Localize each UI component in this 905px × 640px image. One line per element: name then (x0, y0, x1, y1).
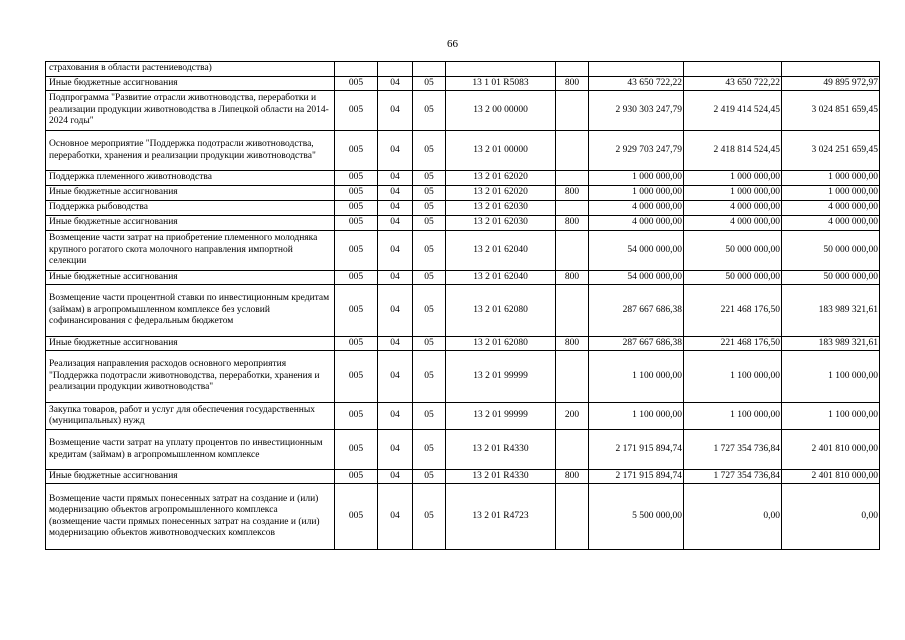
target-article-cell: 13 2 01 62030 (446, 201, 556, 216)
subsection-cell: 05 (413, 484, 446, 550)
amount-year3-cell (782, 62, 880, 77)
expense-type-cell: 800 (556, 77, 589, 91)
subsection-cell: 05 (413, 351, 446, 403)
ved-cell: 005 (335, 430, 378, 470)
amount-year1-cell: 2 929 703 247,79 (589, 131, 684, 171)
amount-year3-cell: 1 100 000,00 (782, 403, 880, 430)
row-name-cell: Иные бюджетные ассигнования (46, 77, 335, 91)
row-name-cell: Иные бюджетные ассигнования (46, 186, 335, 201)
table-row (46, 271, 880, 285)
table-row (46, 430, 880, 470)
expense-type-cell (556, 430, 589, 470)
target-article-cell: 13 2 01 62040 (446, 231, 556, 271)
amount-year2-cell: 1 727 354 736,84 (684, 430, 782, 470)
expense-type-cell: 800 (556, 470, 589, 484)
amount-year1-cell (589, 62, 684, 77)
target-article-cell: 13 2 01 R4330 (446, 430, 556, 470)
row-name-cell: Иные бюджетные ассигнования (46, 216, 335, 231)
section-cell: 04 (378, 403, 413, 430)
target-article-cell: 13 2 01 62080 (446, 337, 556, 351)
ved-cell: 005 (335, 271, 378, 285)
target-article-cell: 13 2 01 62020 (446, 171, 556, 186)
ved-cell: 005 (335, 470, 378, 484)
amount-year3-cell: 2 401 810 000,00 (782, 470, 880, 484)
amount-year2-cell (684, 62, 782, 77)
amount-year2-cell: 221 468 176,50 (684, 285, 782, 337)
subsection-cell: 05 (413, 271, 446, 285)
subsection-cell: 05 (413, 201, 446, 216)
target-article-cell: 13 2 01 00000 (446, 131, 556, 171)
subsection-cell: 05 (413, 285, 446, 337)
row-name-cell: Поддержка племенного животноводства (46, 171, 335, 186)
row-name-cell: Иные бюджетные ассигнования (46, 470, 335, 484)
expense-type-cell (556, 131, 589, 171)
subsection-cell: 05 (413, 91, 446, 131)
row-name-cell: Возмещение части прямых понесенных затрат на создание и (или) модернизацию объектов агропромышленного комплекса (возмещение части прямых понесенных затрат на создание и (или) модернизацию объектов животноводческих комплексов (46, 484, 335, 550)
expense-type-cell (556, 91, 589, 131)
section-cell: 04 (378, 77, 413, 91)
expense-type-cell (556, 62, 589, 77)
target-article-cell: 13 2 01 62040 (446, 271, 556, 285)
table-row (46, 91, 880, 131)
amount-year1-cell: 1 100 000,00 (589, 403, 684, 430)
table-row (46, 351, 880, 403)
amount-year1-cell: 4 000 000,00 (589, 201, 684, 216)
ved-cell (335, 62, 378, 77)
row-name-cell: Закупка товаров, работ и услуг для обеспечения государственных (муниципальных) нужд (46, 403, 335, 430)
amount-year3-cell: 183 989 321,61 (782, 285, 880, 337)
ved-cell: 005 (335, 201, 378, 216)
row-name-cell: Подпрограмма "Развитие отрасли животноводства, переработки и реализации продукции животноводства в Липецкой области на 2014-2024 годы" (46, 91, 335, 131)
amount-year1-cell: 2 171 915 894,74 (589, 430, 684, 470)
target-article-cell: 13 2 01 62030 (446, 216, 556, 231)
table-row (46, 285, 880, 337)
amount-year2-cell: 43 650 722,22 (684, 77, 782, 91)
amount-year2-cell: 1 100 000,00 (684, 403, 782, 430)
row-name-cell: Иные бюджетные ассигнования (46, 271, 335, 285)
amount-year1-cell: 5 500 000,00 (589, 484, 684, 550)
expense-type-cell: 200 (556, 403, 589, 430)
amount-year1-cell: 1 100 000,00 (589, 351, 684, 403)
ved-cell: 005 (335, 285, 378, 337)
table-row (46, 403, 880, 430)
amount-year2-cell: 2 418 814 524,45 (684, 131, 782, 171)
subsection-cell: 05 (413, 231, 446, 271)
table-row (46, 131, 880, 171)
page-number: 66 (447, 38, 458, 50)
amount-year1-cell: 287 667 686,38 (589, 285, 684, 337)
target-article-cell: 13 2 01 99999 (446, 403, 556, 430)
row-name-cell: Возмещение части процентной ставки по инвестиционным кредитам (займам) в агропромышленном комплексе без условий софинансирования с федеральным бюджетом (46, 285, 335, 337)
section-cell (378, 62, 413, 77)
amount-year2-cell: 50 000 000,00 (684, 231, 782, 271)
target-article-cell: 13 2 01 R4330 (446, 470, 556, 484)
amount-year2-cell: 4 000 000,00 (684, 201, 782, 216)
amount-year1-cell: 43 650 722,22 (589, 77, 684, 91)
section-cell: 04 (378, 470, 413, 484)
table-row (46, 470, 880, 484)
amount-year3-cell: 3 024 251 659,45 (782, 131, 880, 171)
ved-cell: 005 (335, 216, 378, 231)
amount-year3-cell: 183 989 321,61 (782, 337, 880, 351)
amount-year3-cell: 4 000 000,00 (782, 201, 880, 216)
row-name-cell: Основное мероприятие "Поддержка подотрасли животноводства, переработки, хранения и реализации продукции животноводства" (46, 131, 335, 171)
table-row (46, 337, 880, 351)
amount-year1-cell: 287 667 686,38 (589, 337, 684, 351)
amount-year1-cell: 4 000 000,00 (589, 216, 684, 231)
amount-year3-cell: 1 000 000,00 (782, 186, 880, 201)
amount-year1-cell: 54 000 000,00 (589, 271, 684, 285)
amount-year2-cell: 4 000 000,00 (684, 216, 782, 231)
target-article-cell: 13 2 00 00000 (446, 91, 556, 131)
target-article-cell: 13 2 01 99999 (446, 351, 556, 403)
ved-cell: 005 (335, 231, 378, 271)
amount-year2-cell: 2 419 414 524,45 (684, 91, 782, 131)
amount-year3-cell: 50 000 000,00 (782, 271, 880, 285)
section-cell: 04 (378, 285, 413, 337)
table-row (46, 216, 880, 231)
amount-year1-cell: 2 171 915 894,74 (589, 470, 684, 484)
ved-cell: 005 (335, 337, 378, 351)
ved-cell: 005 (335, 91, 378, 131)
section-cell: 04 (378, 337, 413, 351)
amount-year3-cell: 1 100 000,00 (782, 351, 880, 403)
amount-year1-cell: 1 000 000,00 (589, 186, 684, 201)
section-cell: 04 (378, 201, 413, 216)
amount-year3-cell: 50 000 000,00 (782, 231, 880, 271)
section-cell: 04 (378, 484, 413, 550)
table-row (46, 231, 880, 271)
amount-year3-cell: 0,00 (782, 484, 880, 550)
amount-year1-cell: 2 930 303 247,79 (589, 91, 684, 131)
expense-type-cell (556, 484, 589, 550)
amount-year3-cell: 1 000 000,00 (782, 171, 880, 186)
amount-year2-cell: 1 000 000,00 (684, 171, 782, 186)
amount-year3-cell: 3 024 851 659,45 (782, 91, 880, 131)
table-row (46, 201, 880, 216)
amount-year2-cell: 0,00 (684, 484, 782, 550)
ved-cell: 005 (335, 403, 378, 430)
amount-year2-cell: 50 000 000,00 (684, 271, 782, 285)
expense-type-cell (556, 201, 589, 216)
subsection-cell: 05 (413, 403, 446, 430)
amount-year2-cell: 221 468 176,50 (684, 337, 782, 351)
section-cell: 04 (378, 131, 413, 171)
row-name-cell: Поддержка рыбоводства (46, 201, 335, 216)
expense-type-cell: 800 (556, 337, 589, 351)
table-row (46, 77, 880, 91)
section-cell: 04 (378, 271, 413, 285)
target-article-cell: 13 2 01 62080 (446, 285, 556, 337)
expense-type-cell (556, 285, 589, 337)
ved-cell: 005 (335, 77, 378, 91)
ved-cell: 005 (335, 131, 378, 171)
table-row (46, 186, 880, 201)
target-article-cell: 13 2 01 62020 (446, 186, 556, 201)
subsection-cell: 05 (413, 186, 446, 201)
ved-cell: 005 (335, 171, 378, 186)
amount-year3-cell: 2 401 810 000,00 (782, 430, 880, 470)
target-article-cell: 13 1 01 R5083 (446, 77, 556, 91)
ved-cell: 005 (335, 351, 378, 403)
row-name-cell: Возмещение части затрат на уплату процентов по инвестиционным кредитам (займам) в агропромышленном комплексе (46, 430, 335, 470)
amount-year3-cell: 49 895 972,97 (782, 77, 880, 91)
target-article-cell (446, 62, 556, 77)
target-article-cell: 13 2 01 R4723 (446, 484, 556, 550)
amount-year2-cell: 1 727 354 736,84 (684, 470, 782, 484)
subsection-cell: 05 (413, 337, 446, 351)
section-cell: 04 (378, 430, 413, 470)
section-cell: 04 (378, 171, 413, 186)
amount-year3-cell: 4 000 000,00 (782, 216, 880, 231)
subsection-cell: 05 (413, 131, 446, 171)
table-row (46, 171, 880, 186)
subsection-cell: 05 (413, 430, 446, 470)
subsection-cell (413, 62, 446, 77)
expense-type-cell: 800 (556, 186, 589, 201)
ved-cell: 005 (335, 484, 378, 550)
row-name-cell: Иные бюджетные ассигнования (46, 337, 335, 351)
section-cell: 04 (378, 186, 413, 201)
subsection-cell: 05 (413, 470, 446, 484)
expense-type-cell (556, 171, 589, 186)
subsection-cell: 05 (413, 171, 446, 186)
section-cell: 04 (378, 351, 413, 403)
subsection-cell: 05 (413, 77, 446, 91)
ved-cell: 005 (335, 186, 378, 201)
table-row (46, 62, 880, 77)
expense-type-cell: 800 (556, 216, 589, 231)
amount-year2-cell: 1 000 000,00 (684, 186, 782, 201)
table-row (46, 484, 880, 550)
section-cell: 04 (378, 216, 413, 231)
expense-type-cell (556, 231, 589, 271)
amount-year2-cell: 1 100 000,00 (684, 351, 782, 403)
row-name-cell: страхования в области растениеводства) (46, 62, 335, 77)
row-name-cell: Возмещение части затрат на приобретение племенного молодняка крупного рогатого скота молочного направления импортной селекции (46, 231, 335, 271)
budget-table (45, 61, 880, 550)
subsection-cell: 05 (413, 216, 446, 231)
expense-type-cell: 800 (556, 271, 589, 285)
section-cell: 04 (378, 91, 413, 131)
amount-year1-cell: 54 000 000,00 (589, 231, 684, 271)
section-cell: 04 (378, 231, 413, 271)
row-name-cell: Реализация направления расходов основного мероприятия "Поддержка подотрасли животноводства, переработки, хранения и реализации продукции животноводства" (46, 351, 335, 403)
amount-year1-cell: 1 000 000,00 (589, 171, 684, 186)
expense-type-cell (556, 351, 589, 403)
